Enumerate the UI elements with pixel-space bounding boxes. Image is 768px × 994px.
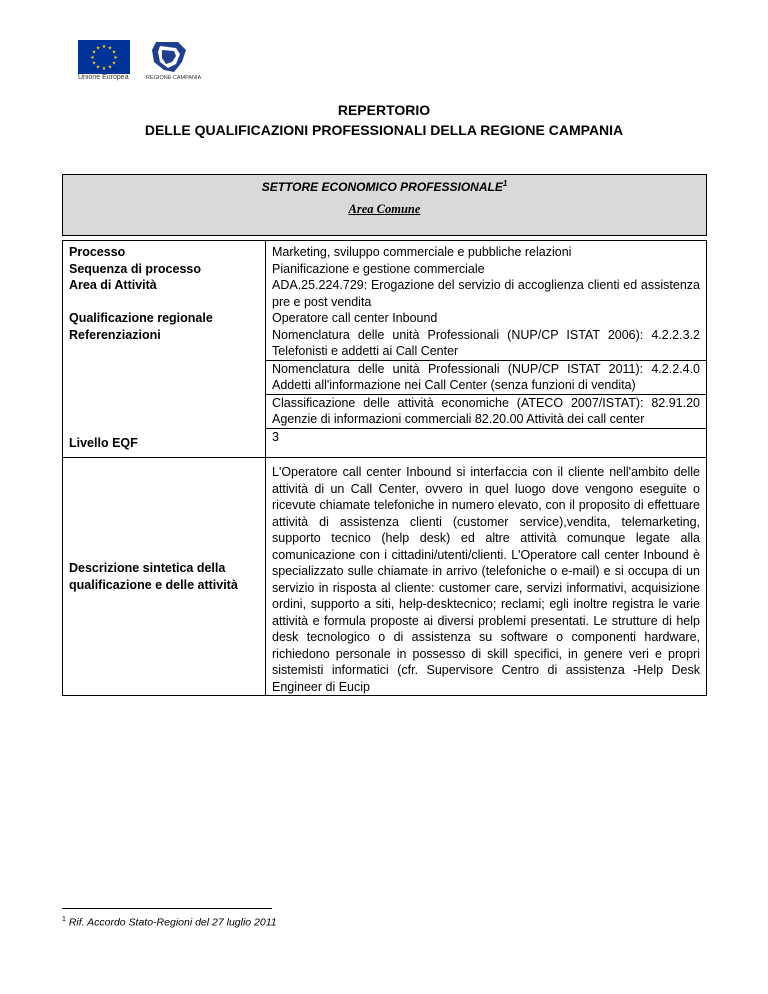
label-sequenza: Sequenza di processo [63, 261, 266, 278]
row-eqf [63, 429, 707, 458]
label-processo: Processo [63, 241, 266, 261]
label-descrizione: Descrizione sintetica della qualificazione e delle attività [63, 458, 266, 696]
row-descrizione [63, 458, 707, 696]
label-qualificazione: Qualificazione regionale [63, 310, 266, 327]
footnote-mark: 1 [62, 916, 66, 923]
value-area: ADA.25.224.729: Erogazione del servizio di accoglienza clienti ed assistenza pre e post vendita [266, 277, 707, 310]
eu-flag-icon [78, 40, 130, 74]
eu-label: Unione Europea [78, 74, 129, 81]
row-referenziazioni [63, 327, 707, 429]
qualification-table [62, 240, 707, 696]
label-area: Area di Attività [63, 277, 266, 310]
svg-text:★: ★ [91, 49, 97, 56]
svg-text:★: ★ [95, 64, 101, 71]
row-sequenza [63, 261, 707, 278]
svg-text:★: ★ [107, 45, 113, 52]
row-qualificazione [63, 310, 707, 327]
label-eqf: Livello EQF [63, 429, 266, 458]
referenziazione-ateco: Classificazione delle attività economiche (ATECO 2007/ISTAT): 82.91.20 Agenzie di informazioni commerciali 82.20.00 Attività dei call center [266, 395, 706, 429]
svg-text:★: ★ [113, 55, 118, 61]
svg-text:★: ★ [111, 60, 117, 67]
sector-title-text: SETTORE ECONOMICO PROFESSIONALE [261, 180, 503, 194]
value-eqf: 3 [266, 429, 707, 458]
footnote-separator [62, 908, 272, 909]
sector-header [62, 174, 707, 236]
referenziazione-nup-2006: Nomenclatura delle unità Professionali (NUP/CP ISTAT 2006): 4.2.2.3.2 Telefonisti e addetti ai Call Center [266, 327, 706, 361]
footnote [62, 916, 277, 929]
row-area [63, 277, 707, 310]
region-campania-logo-icon [148, 40, 190, 74]
value-processo: Marketing, sviluppo commerciale e pubbliche relazioni [266, 241, 707, 261]
svg-text:★: ★ [90, 55, 95, 61]
row-processo [63, 241, 707, 261]
sector-title [63, 179, 706, 194]
value-sequenza: Pianificazione e gestione commerciale [266, 261, 707, 278]
svg-text:★: ★ [111, 49, 117, 56]
label-referenziazioni: Referenziazioni [63, 327, 266, 429]
svg-text:★: ★ [91, 60, 97, 67]
region-campania-label: REGIONE CAMPANIA [146, 75, 202, 81]
title-line-1: REPERTORIO [337, 102, 431, 118]
value-qualificazione: Operatore call center Inbound [266, 310, 707, 327]
sector-footnote-mark: 1 [502, 179, 508, 188]
referenziazione-nup-2011: Nomenclatura delle unità Professionali (NUP/CP ISTAT 2011): 4.2.2.4.0 Addetti all'informazione nei Call Center (senza funzioni di vendita) [266, 361, 706, 395]
svg-text:★: ★ [101, 66, 107, 72]
sector-area: Area Comune [348, 202, 421, 216]
value-referenziazioni [266, 327, 707, 429]
title-line-2: DELLE QUALIFICAZIONI PROFESSIONALI DELLA REGIONE CAMPANIA [144, 122, 624, 138]
svg-text:★: ★ [101, 44, 107, 50]
value-descrizione: L'Operatore call center Inbound si interfaccia con il cliente nell'ambito delle attività di un Call Center, ovvero in quel luogo dove vengono eseguite o ricevute chiamate telefoniche in numero elevato, con il proposito di effettuare attività di assistenza clienti (customer service),vendita, telemarketing, supporto tecnico (help desk) ed altre attività comunque legate alla comunicazione con i cittadini/utenti/clienti. L'Operatore call center Inbound è specializzato sulle chiamate in arrivo (telefoniche o e-mail) e si occupa di un servizio in risposta al cliente: customer care, servizi informativi, acquisizione ordini, supporto a siti, help-desktecnico; reclami; egli inoltre registra le varie attività e formula proposte ai diversi problemi presentati. Le strutture di help desk tecnologico o di assistenza su software o componenti hardware, richiedono personale in possesso di skill specifici, in genere veri e propri sistemisti informatici (cfr. Supervisore Centro di assistenza -Help Desk Engineer di Eucip [266, 458, 707, 696]
svg-text:★: ★ [95, 45, 101, 52]
svg-text:★: ★ [107, 64, 113, 71]
footnote-text: Rif. Accordo Stato-Regioni del 27 luglio 2011 [68, 916, 277, 929]
document-title [0, 100, 768, 140]
